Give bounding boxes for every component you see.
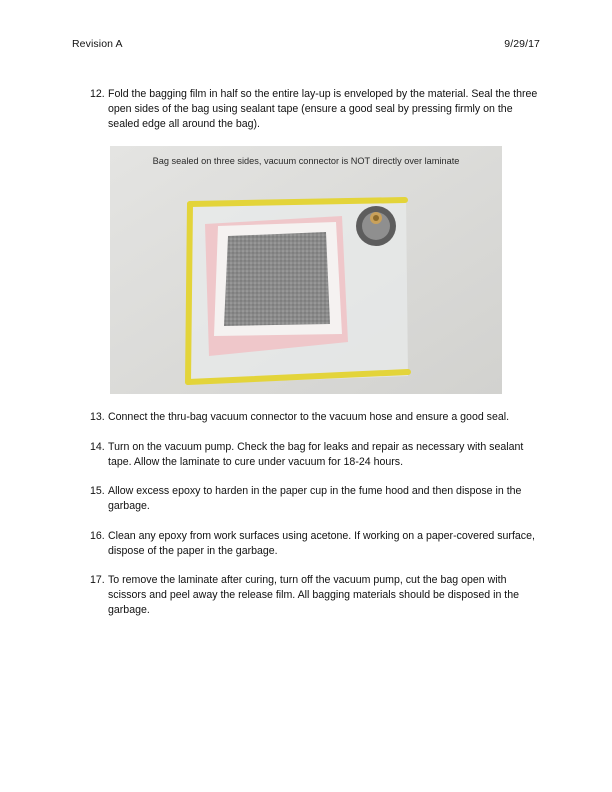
step-text: Turn on the vacuum pump. Check the bag for leaks and repair as necessary with sealant tape. Allow the laminate to cure under vacuum for 18-24 hours. [108, 441, 524, 468]
step-14 [90, 440, 542, 470]
step-text: Allow excess epoxy to harden in the paper cup in the fume hood and then dispose in the garbage. [108, 485, 522, 512]
header-revision: Revision A [72, 38, 123, 50]
step-text: Connect the thru-bag vacuum connector to the vacuum hose and ensure a good seal. [108, 411, 510, 423]
step-text: Fold the bagging film in half so the entire lay-up is enveloped by the material. Seal the three open sides of the bag using sealant tape (ensure a good seal by pressing firmly on the sealed edge all around the bag). [108, 88, 538, 130]
step-15 [90, 484, 542, 514]
step-13 [90, 410, 542, 425]
vacuum-connector [356, 206, 396, 246]
photo-caption: Bag sealed on three sides, vacuum connector is NOT directly over laminate [152, 156, 460, 166]
sealant-tape-left [188, 204, 190, 382]
step-number: 14. [90, 441, 105, 453]
step-number: 17. [90, 574, 105, 586]
step-number: 16. [90, 530, 105, 542]
step-16 [90, 529, 542, 559]
step-number: 13. [90, 411, 105, 423]
vacuum-bag-illustration [110, 146, 502, 394]
step-text: To remove the laminate after curing, turn off the vacuum pump, cut the bag open with scissors and peel away the release film. All bagging materials should be disposed in the garbage. [108, 574, 520, 616]
laminate [224, 232, 330, 326]
step-number: 15. [90, 485, 105, 497]
step-text: Clean any epoxy from work surfaces using acetone. If working on a paper-covered surface, dispose of the paper in the garbage. [108, 530, 535, 557]
step-12 [90, 87, 542, 132]
step-17 [90, 573, 542, 618]
header-date: 9/29/17 [504, 38, 540, 50]
step-number: 12. [90, 88, 105, 100]
vacuum-bag-photo [110, 146, 502, 394]
sealant-tape-top [190, 200, 405, 204]
